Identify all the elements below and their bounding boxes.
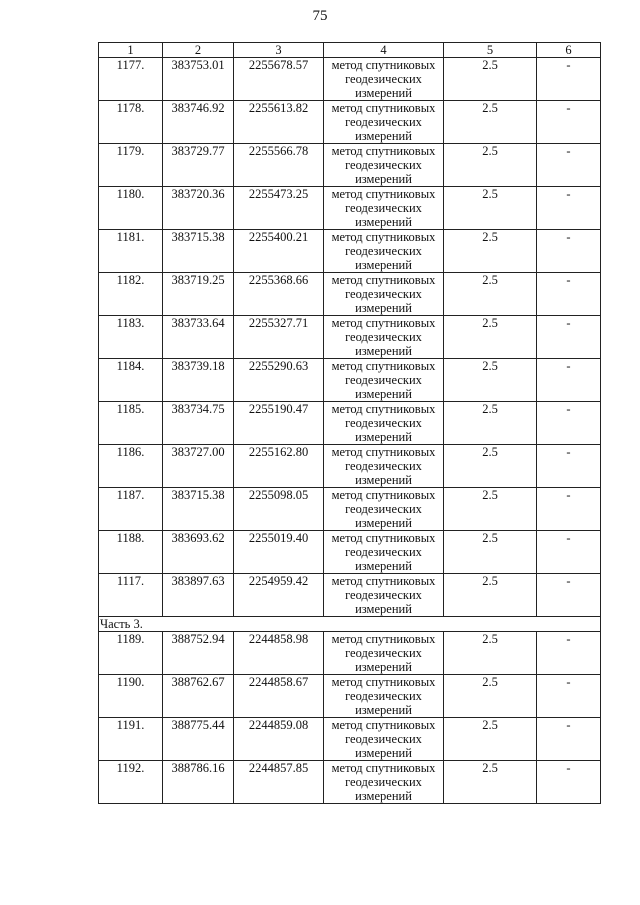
method-cell: метод спутниковых геодезических измерений [324,101,444,144]
x-coordinate-cell: 383693.62 [163,531,234,574]
y-coordinate-cell: 2255019.40 [234,531,324,574]
accuracy-cell: 2.5 [444,675,537,718]
table-row [99,445,601,488]
note-cell: - [537,101,601,144]
accuracy-cell: 2.5 [444,273,537,316]
y-coordinate-cell: 2255162.80 [234,445,324,488]
point-number-cell: 1177. [99,58,163,101]
note-cell: - [537,488,601,531]
note-cell: - [537,273,601,316]
table-row [99,187,601,230]
method-cell: метод спутниковых геодезических измерений [324,574,444,617]
point-number-cell: 1181. [99,230,163,273]
x-coordinate-cell: 388786.16 [163,761,234,804]
note-cell: - [537,632,601,675]
y-coordinate-cell: 2255098.05 [234,488,324,531]
y-coordinate-cell: 2255678.57 [234,58,324,101]
note-cell: - [537,144,601,187]
y-coordinate-cell: 2255566.78 [234,144,324,187]
x-coordinate-cell: 388752.94 [163,632,234,675]
coordinates-table [98,42,601,804]
y-coordinate-cell: 2244859.08 [234,718,324,761]
x-coordinate-cell: 383733.64 [163,316,234,359]
method-cell: метод спутниковых геодезических измерений [324,402,444,445]
x-coordinate-cell: 383739.18 [163,359,234,402]
point-number-cell: 1191. [99,718,163,761]
table-header-row [99,43,601,58]
header-col-4: 4 [324,43,444,58]
accuracy-cell: 2.5 [444,632,537,675]
method-cell: метод спутниковых геодезических измерений [324,144,444,187]
y-coordinate-cell: 2255400.21 [234,230,324,273]
table-row [99,359,601,402]
point-number-cell: 1179. [99,144,163,187]
table-row [99,488,601,531]
point-number-cell: 1184. [99,359,163,402]
x-coordinate-cell: 383720.36 [163,187,234,230]
table-row [99,718,601,761]
accuracy-cell: 2.5 [444,230,537,273]
accuracy-cell: 2.5 [444,101,537,144]
note-cell: - [537,574,601,617]
x-coordinate-cell: 383719.25 [163,273,234,316]
header-col-5: 5 [444,43,537,58]
method-cell: метод спутниковых геодезических измерений [324,230,444,273]
part-label-row [99,617,601,632]
x-coordinate-cell: 388762.67 [163,675,234,718]
note-cell: - [537,402,601,445]
note-cell: - [537,761,601,804]
point-number-cell: 1183. [99,316,163,359]
y-coordinate-cell: 2255190.47 [234,402,324,445]
note-cell: - [537,230,601,273]
point-number-cell: 1178. [99,101,163,144]
accuracy-cell: 2.5 [444,316,537,359]
x-coordinate-cell: 383897.63 [163,574,234,617]
method-cell: метод спутниковых геодезических измерений [324,187,444,230]
table-row [99,574,601,617]
y-coordinate-cell: 2244858.67 [234,675,324,718]
x-coordinate-cell: 383715.38 [163,488,234,531]
accuracy-cell: 2.5 [444,531,537,574]
x-coordinate-cell: 383727.00 [163,445,234,488]
table-row [99,402,601,445]
x-coordinate-cell: 383753.01 [163,58,234,101]
x-coordinate-cell: 383715.38 [163,230,234,273]
point-number-cell: 1117. [99,574,163,617]
point-number-cell: 1189. [99,632,163,675]
x-coordinate-cell: 383734.75 [163,402,234,445]
accuracy-cell: 2.5 [444,488,537,531]
method-cell: метод спутниковых геодезических измерений [324,445,444,488]
x-coordinate-cell: 388775.44 [163,718,234,761]
y-coordinate-cell: 2255290.63 [234,359,324,402]
accuracy-cell: 2.5 [444,58,537,101]
header-col-3: 3 [234,43,324,58]
y-coordinate-cell: 2254959.42 [234,574,324,617]
method-cell: метод спутниковых геодезических измерений [324,316,444,359]
x-coordinate-cell: 383746.92 [163,101,234,144]
note-cell: - [537,359,601,402]
point-number-cell: 1186. [99,445,163,488]
note-cell: - [537,316,601,359]
accuracy-cell: 2.5 [444,402,537,445]
y-coordinate-cell: 2255613.82 [234,101,324,144]
accuracy-cell: 2.5 [444,445,537,488]
header-col-1: 1 [99,43,163,58]
page-number: 75 [312,8,328,24]
table-body [99,58,601,804]
method-cell: метод спутниковых геодезических измерений [324,675,444,718]
y-coordinate-cell: 2244858.98 [234,632,324,675]
part-label: Часть 3. [99,617,601,632]
point-number-cell: 1188. [99,531,163,574]
method-cell: метод спутниковых геодезических измерений [324,761,444,804]
point-number-cell: 1182. [99,273,163,316]
table-row [99,531,601,574]
y-coordinate-cell: 2255327.71 [234,316,324,359]
point-number-cell: 1187. [99,488,163,531]
table-row [99,316,601,359]
point-number-cell: 1190. [99,675,163,718]
table-row [99,230,601,273]
header-col-6: 6 [537,43,601,58]
note-cell: - [537,187,601,230]
method-cell: метод спутниковых геодезических измерений [324,632,444,675]
note-cell: - [537,718,601,761]
y-coordinate-cell: 2255368.66 [234,273,324,316]
accuracy-cell: 2.5 [444,144,537,187]
note-cell: - [537,445,601,488]
table-row [99,675,601,718]
note-cell: - [537,531,601,574]
table-row [99,101,601,144]
table-row [99,632,601,675]
point-number-cell: 1180. [99,187,163,230]
accuracy-cell: 2.5 [444,187,537,230]
accuracy-cell: 2.5 [444,761,537,804]
header-col-2: 2 [163,43,234,58]
accuracy-cell: 2.5 [444,359,537,402]
method-cell: метод спутниковых геодезических измерений [324,273,444,316]
note-cell: - [537,58,601,101]
point-number-cell: 1185. [99,402,163,445]
table-row [99,761,601,804]
method-cell: метод спутниковых геодезических измерений [324,488,444,531]
y-coordinate-cell: 2255473.25 [234,187,324,230]
y-coordinate-cell: 2244857.85 [234,761,324,804]
method-cell: метод спутниковых геодезических измерений [324,359,444,402]
method-cell: метод спутниковых геодезических измерений [324,58,444,101]
table-row [99,144,601,187]
accuracy-cell: 2.5 [444,574,537,617]
table-row [99,58,601,101]
point-number-cell: 1192. [99,761,163,804]
method-cell: метод спутниковых геодезических измерений [324,531,444,574]
method-cell: метод спутниковых геодезических измерений [324,718,444,761]
table-row [99,273,601,316]
accuracy-cell: 2.5 [444,718,537,761]
note-cell: - [537,675,601,718]
x-coordinate-cell: 383729.77 [163,144,234,187]
